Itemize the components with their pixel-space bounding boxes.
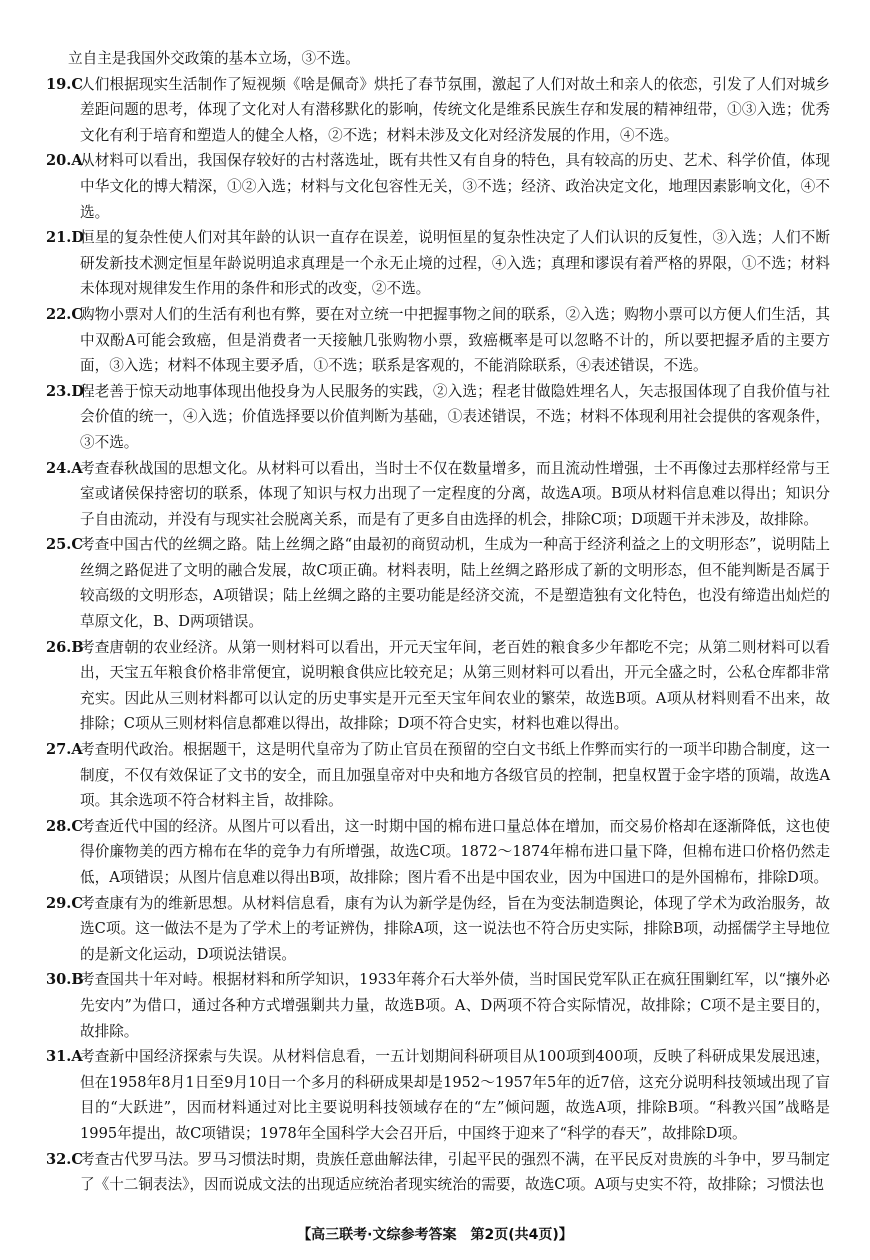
answer-explanation: 恒星的复杂性使人们对其年龄的认识一直存在误差，说明恒星的复杂性决定了人们认识的反复性，③入选；人们不断研发新技术测定恒星年龄说明追求真理是一个永无止境的过程，④入选；真理和谬误有着严格的界限，①不选；材料未体现对规律发生作用的条件和形式的改变，②不选。 — [80, 229, 830, 298]
answer-explanation: 考查明代政治。根据题干，这是明代皇帝为了防止官员在预留的空白文书纸上作弊而实行的一项半印勘合制度，这一制度，不仅有效保证了文书的安全，而且加强皇帝对中央和地方各级官员的控制，把皇权置于金字塔的顶端，故选A项。其余选项不符合材料主旨，故排除。 — [80, 741, 830, 810]
answer-page — [46, 46, 830, 1198]
answer-number: 26.B — [46, 638, 84, 656]
answer-item-23 — [46, 379, 830, 456]
answer-number: 23.D — [46, 382, 85, 400]
answer-number: 25.C — [46, 536, 84, 554]
answer-item-24 — [46, 456, 830, 533]
answer-number: 29.C — [46, 894, 84, 912]
answer-item-29 — [46, 891, 830, 968]
answer-explanation: 考查新中国经济探索与失误。从材料信息看，一五计划期间科研项目从100项到400项，反映了科研成果发展迅速，但在1958年8月1日至9月10日一个多月的科研成果却是1952～1957年5年的近7倍，这充分说明科技领域出现了盲目的“大跃进”，因而材料通过对比主要说明科技领域存在的“左”倾问题，故选A项，排除B项。“科教兴国”战略是1995年提出，故C项错误；1978年全国科学大会召开后，中国终于迎来了“科学的春天”，故排除D项。 — [80, 1048, 830, 1142]
answer-explanation: 考查康有为的维新思想。从材料信息看，康有为认为新学是伪经，旨在为变法制造舆论，体现了学术为政治服务，故选C项。这一做法不是为了学术上的考证辨伪，排除A项，这一说法也不符合历史实际，排除B项，动摇儒学主导地位的是新文化运动，D项说法错误。 — [80, 894, 830, 963]
answer-explanation: 购物小票对人们的生活有利也有弊，要在对立统一中把握事物之间的联系，②入选；购物小票可以方便人们生活，其中双酚A可能会致癌，但是消费者一天接触几张购物小票，致癌概率是可以忽略不计的，所以要把握矛盾的主要方面，③入选；材料不体现主要矛盾，①不选；联系是客观的，不能消除联系，④表述错误，不选。 — [80, 305, 830, 375]
answer-item-32 — [46, 1147, 830, 1198]
answer-explanation: 考查春秋战国的思想文化。从材料可以看出，当时士不仅在数量增多，而且流动性增强，士不再像过去那样经常与王室或诸侯保持密切的联系，体现了知识与权力出现了一定程度的分离，故选A项。B项从材料信息难以得出；知识分子自由流动，并没有与现实社会脱离关系，而是有了更多自由选择的机会，排除C项；D项题干并未涉及，故排除。 — [80, 459, 830, 528]
answer-number: 32.C — [46, 1150, 84, 1168]
answer-number: 30.B — [46, 971, 84, 989]
page-footer: 【高三联考·文综参考答案 第2页(共4页)】 — [297, 1227, 573, 1243]
answer-item-26 — [46, 635, 830, 737]
answer-explanation: 考查国共十年对峙。根据材料和所学知识，1933年蒋介石大举外债，当时国民党军队正在疯狂围剿红军，以“攘外必先安内”为借口，通过各种方式增强剿共力量，故选B项。A、D两项不符合实际情况，故排除；C项不是主要目的，故排除。 — [80, 971, 830, 1040]
answer-number: 19.C — [46, 75, 84, 93]
answer-explanation: 考查唐朝的农业经济。从第一则材料可以看出，开元天宝年间，老百姓的粮食多少年都吃不完；从第二则材料可以看出，天宝五年粮食价格非常便宜，说明粮食供应比较充足；从第三则材料可以看出，开元全盛之时，公私仓库都非常充实。因此从三则材料都可以认定的历史事实是开元至天宝年间农业的繁荣，故选B项。A项从材料则看不出来，故排除；C项从三则材料信息都难以得出，故排除；D项不符合史实，材料也难以得出。 — [80, 638, 830, 733]
answer-item-27 — [46, 737, 830, 814]
answer-explanation: 考查古代罗马法。罗马习惯法时期，贵族任意曲解法律，引起平民的强烈不满，在平民反对贵族的斗争中，罗马制定了《十二铜表法》，因而说成文法的出现适应统治者现实统治的需要，故选C项。A项与史实不符，故排除；习惯法也 — [80, 1150, 830, 1194]
answer-explanation: 考查中国古代的丝绸之路。陆上丝绸之路“由最初的商贸动机，生成为一种高于经济利益之上的文明形态”，说明陆上丝绸之路促进了文明的融合发展，故C项正确。材料表明，陆上丝绸之路形成了新的文明形态，但不能判断是否属于较高级的文明形态，A项错误；陆上丝绸之路的主要功能是经济交流，不是塑造独有文化特色，也没有缔造出灿烂的草原文化，B、D两项错误。 — [80, 536, 830, 631]
answer-explanation: 从材料可以看出，我国保存较好的古村落选址，既有共性又有自身的特色，具有较高的历史、艺术、科学价值，体现中华文化的博大精深，①②入选；材料与文化包容性无关，③不选；经济、政治决定文化，地理因素影响文化，④不选。 — [80, 152, 830, 221]
answer-number: 24.A — [46, 459, 83, 477]
answer-explanation: 考查近代中国的经济。从图片可以看出，这一时期中国的棉布进口量总体在增加，而交易价格却在逐渐降低，这也使得价廉物美的西方棉布在华的竞争力有所增强，故选C项。1872～1874年棉布进口量下降，但棉布进口价格仍然走低，A项错误；从图片信息难以得出B项，故排除；图片看不出是中国农业，因为中国进口的是外国棉布，排除D项。 — [80, 817, 830, 886]
answer-item-20 — [46, 148, 830, 225]
answer-number: 22.C — [46, 305, 84, 323]
answer-number: 31.A — [46, 1048, 83, 1066]
answer-number: 20.A — [46, 152, 83, 170]
answer-item-22 — [46, 302, 830, 379]
continuation-text: 立自主是我国外交政策的基本立场，③不选。 — [68, 50, 360, 67]
answer-number: 21.D — [46, 229, 85, 247]
answer-item-28 — [46, 814, 830, 891]
answer-item-30 — [46, 967, 830, 1044]
answer-item-31 — [46, 1044, 830, 1146]
answer-item-25 — [46, 532, 830, 634]
answer-item-21 — [46, 225, 830, 302]
answer-explanation: 人们根据现实生活制作了短视频《啥是佩奇》烘托了春节氛围，激起了人们对故土和亲人的依恋，引发了人们对城乡差距问题的思考，体现了文化对人有潜移默化的影响，传统文化是维系民族生存和发展的精神纽带，①③入选；优秀文化有利于培育和塑造人的健全人格，②不选；材料未涉及文化对经济发展的作用，④不选。 — [80, 75, 830, 144]
answer-number: 28.C — [46, 817, 84, 835]
answer-item-19 — [46, 72, 830, 149]
answer-explanation: 程老善于惊天动地事体现出他投身为人民服务的实践，②入选；程老甘做隐姓埋名人，矢志报国体现了自我价值与社会价值的统一，④入选；价值选择要以价值判断为基础，①表述错误，不选；材料不体现利用社会提供的客观条件，③不选。 — [80, 382, 830, 451]
answer-number: 27.A — [46, 741, 83, 759]
